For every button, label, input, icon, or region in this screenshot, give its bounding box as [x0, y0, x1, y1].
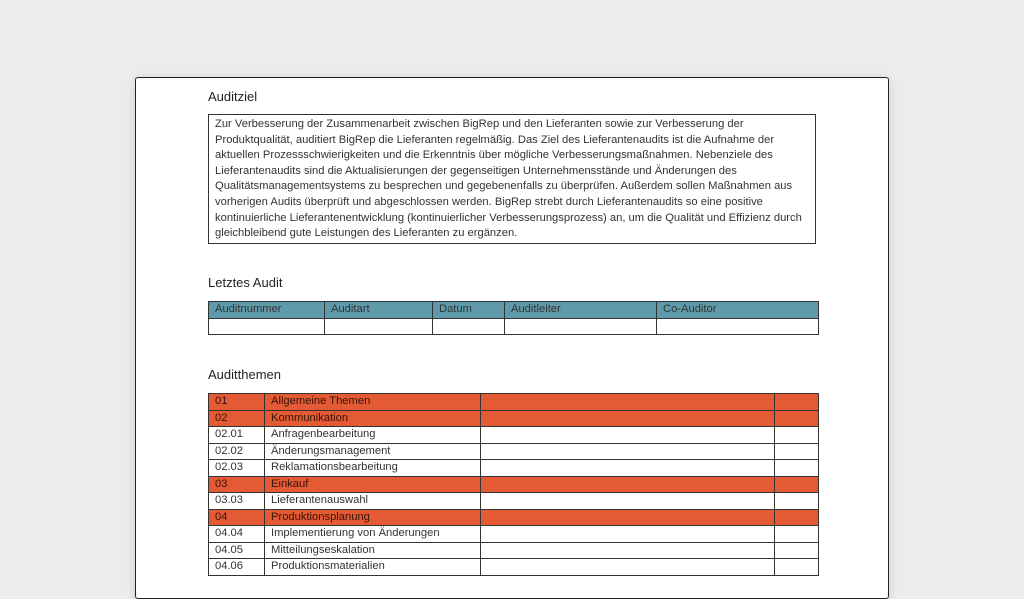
theme-notes-cell[interactable]: [481, 493, 775, 510]
theme-notes-cell[interactable]: [481, 559, 775, 576]
section-row: [209, 410, 819, 427]
section-row: [209, 476, 819, 493]
theme-rating-cell[interactable]: [775, 493, 819, 510]
table-row: [209, 443, 819, 460]
theme-number: 04: [209, 509, 265, 526]
section-row: [209, 509, 819, 526]
theme-number: 04.05: [209, 542, 265, 559]
cell-co-auditor[interactable]: [657, 318, 819, 335]
table-header-row: [209, 302, 819, 319]
theme-number: 03: [209, 476, 265, 493]
document-page: [135, 77, 889, 599]
theme-number: 01: [209, 394, 265, 411]
theme-notes-cell[interactable]: [481, 476, 775, 493]
theme-label: Anfragenbearbeitung: [265, 427, 481, 444]
theme-notes-cell[interactable]: [481, 460, 775, 477]
auditthemen-table: [208, 393, 819, 576]
cell-auditart[interactable]: [325, 318, 433, 335]
theme-rating-cell[interactable]: [775, 394, 819, 411]
theme-label: Kommunikation: [265, 410, 481, 427]
table-row: [209, 542, 819, 559]
theme-rating-cell[interactable]: [775, 542, 819, 559]
theme-rating-cell[interactable]: [775, 410, 819, 427]
header-auditart: Auditart: [325, 302, 433, 319]
letztes-audit-table: [208, 301, 819, 335]
table-row: [209, 460, 819, 477]
theme-rating-cell[interactable]: [775, 559, 819, 576]
letztes-audit-heading: Letztes Audit: [208, 275, 283, 290]
table-row: [209, 318, 819, 335]
theme-notes-cell[interactable]: [481, 427, 775, 444]
cell-auditnummer[interactable]: [209, 318, 325, 335]
theme-notes-cell[interactable]: [481, 443, 775, 460]
table-row: [209, 526, 819, 543]
theme-notes-cell[interactable]: [481, 542, 775, 559]
theme-rating-cell[interactable]: [775, 526, 819, 543]
theme-rating-cell[interactable]: [775, 476, 819, 493]
theme-rating-cell[interactable]: [775, 509, 819, 526]
theme-number: 04.04: [209, 526, 265, 543]
theme-number: 02: [209, 410, 265, 427]
theme-rating-cell[interactable]: [775, 460, 819, 477]
theme-label: Reklamationsbearbeitung: [265, 460, 481, 477]
theme-label: Produktionsmaterialien: [265, 559, 481, 576]
auditthemen-heading: Auditthemen: [208, 367, 281, 382]
table-row: [209, 427, 819, 444]
cell-datum[interactable]: [433, 318, 505, 335]
theme-number: 04.06: [209, 559, 265, 576]
theme-rating-cell[interactable]: [775, 443, 819, 460]
theme-label: Änderungsmanagement: [265, 443, 481, 460]
theme-notes-cell[interactable]: [481, 526, 775, 543]
theme-label: Allgemeine Themen: [265, 394, 481, 411]
theme-number: 02.02: [209, 443, 265, 460]
header-auditnummer: Auditnummer: [209, 302, 325, 319]
header-co-auditor: Co-Auditor: [657, 302, 819, 319]
theme-number: 02.03: [209, 460, 265, 477]
theme-label: Implementierung von Änderungen: [265, 526, 481, 543]
header-auditleiter: Auditleiter: [505, 302, 657, 319]
theme-rating-cell[interactable]: [775, 427, 819, 444]
theme-label: Produktionsplanung: [265, 509, 481, 526]
theme-number: 03.03: [209, 493, 265, 510]
theme-notes-cell[interactable]: [481, 509, 775, 526]
theme-label: Lieferantenauswahl: [265, 493, 481, 510]
table-row: [209, 559, 819, 576]
auditziel-textbox: Zur Verbesserung der Zusammenarbeit zwischen BigRep und den Lieferanten sowie zur Verbesserung der Produktqualität, auditiert BigRep die Lieferanten regelmäßig. Das Ziel des Lieferantenaudits ist die Aufnahme der aktuellen Prozessschwierigkeiten und die Erkenntnis über mögliche Verbesserungsmaßnahmen. Nebenziele des Lieferantenaudits sind die Aktualisierungen der gegenseitigen Unternehmensstände und Änderungen des Qualitätsmanagementsystems zu besprechen und gegebenenfalls zu überprüfen. Außerdem sollen Maßnahmen aus vorherigen Audits überprüft und abgeschlossen werden. BigRep strebt durch Lieferantenaudits so eine positive kontinuierliche Lieferantenentwicklung (kontinuierlicher Verbesserungsprozess) an, um die Qualität und Effizienz durch gleichbleibend gute Leistungen des Lieferanten zu ergänzen.: [208, 114, 816, 244]
auditziel-heading: Auditziel: [208, 89, 258, 104]
theme-notes-cell[interactable]: [481, 394, 775, 411]
section-row: [209, 394, 819, 411]
theme-notes-cell[interactable]: [481, 410, 775, 427]
cell-auditleiter[interactable]: [505, 318, 657, 335]
theme-label: Mitteilungseskalation: [265, 542, 481, 559]
header-datum: Datum: [433, 302, 505, 319]
theme-label: Einkauf: [265, 476, 481, 493]
table-row: [209, 493, 819, 510]
theme-number: 02.01: [209, 427, 265, 444]
